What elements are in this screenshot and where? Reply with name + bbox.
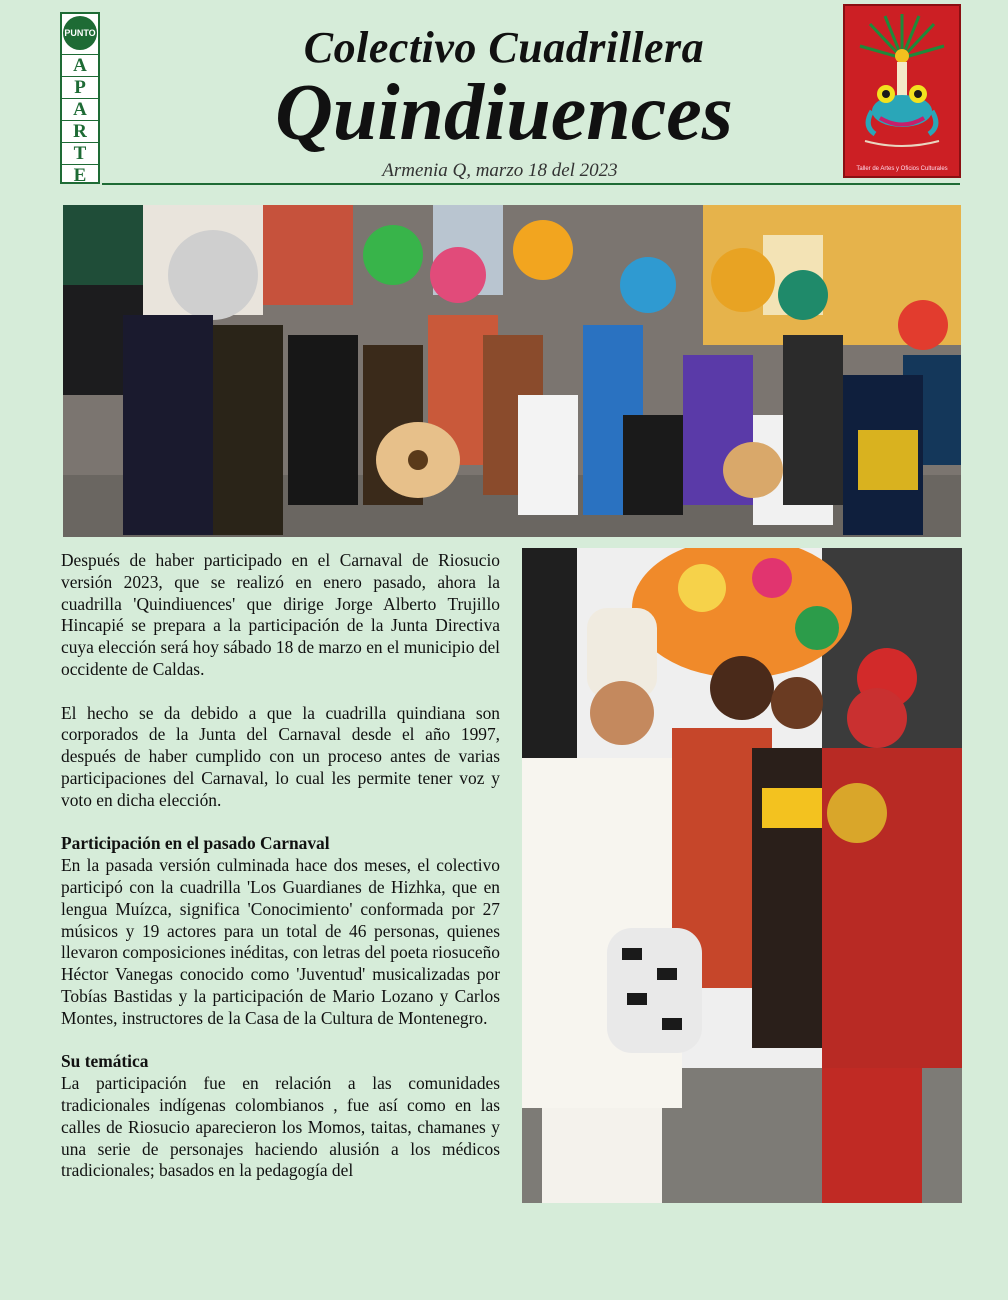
logo-letter: R <box>62 120 98 142</box>
logo-caption: Taller de Artes y Oficios Culturales <box>856 166 948 172</box>
logo-letter: P <box>62 76 98 98</box>
article-paragraph: La participación fue en relación a las comunidades tradicionales indígenas colombianos , fue así como en las calles de Riosucio aparecieron los Momos, taitas, chamanes y una serie de personajes haciendo alusión a los médicos tradicionales; basados en la pedagogía del <box>61 1073 500 1181</box>
frog-emblem-icon <box>845 6 959 176</box>
logo-letter: T <box>62 142 98 164</box>
performers-photo-image <box>522 548 962 1203</box>
headline-line-2: Quindiuences <box>275 69 733 157</box>
article-body <box>61 550 500 1182</box>
punto-circle: PUNTO <box>63 16 97 50</box>
section-heading: Participación en el pasado Carnaval <box>61 833 330 854</box>
article-paragraph: En la pasada versión culminada hace dos meses, el colectivo participó con la cuadrilla 'Los Guardianes de Hizhka, que en lengua Muízca, significa 'Conocimiento' conformada por 27 músicos y 19 actores para un total de 46 personas, quienes llevaron composiciones inéditas, con letras del poeta riosuceño Héctor Vanegas conocido como 'Juventud' musicalizadas por Tobías Bastidas y la participación de Mario Lozano y Carlos Montes, instructores de la Casa de la Cultura de Montenegro. <box>61 855 500 1028</box>
headline-line-1: Colectivo Cuadrillera <box>303 23 705 72</box>
section-heading: Su temática <box>61 1051 149 1072</box>
frog-emblem-logo <box>843 4 961 178</box>
header-divider <box>102 183 960 185</box>
group-photo-image <box>63 205 961 537</box>
group-photo <box>63 205 961 537</box>
logo-letter: E <box>62 164 98 186</box>
article-paragraph: El hecho se da debido a que la cuadrilla quindiana son corporados de la Junta del Carnaval desde el año 1997, después de haber cumplido con un proceso antes de varias participaciones del Carnaval, lo cual les permite tener voz y voto en dicha elección. <box>61 702 500 810</box>
logo-letter: A <box>62 54 98 76</box>
logo-letter: A <box>62 98 98 120</box>
article-paragraph: Después de haber participado en el Carnaval de Riosucio versión 2023, que se realizó en enero pasado, ahora la cuadrilla 'Quindiuences' que dirige Jorge Alberto Trujillo Hincapié se prepara a la participación de la Junta Directiva cuya elección será hoy sábado 18 de marzo en el municipio del occidente de Caldas. <box>61 550 500 679</box>
performers-photo <box>522 548 962 1203</box>
dateline: Armenia Q, marzo 18 del 2023 <box>382 160 618 181</box>
